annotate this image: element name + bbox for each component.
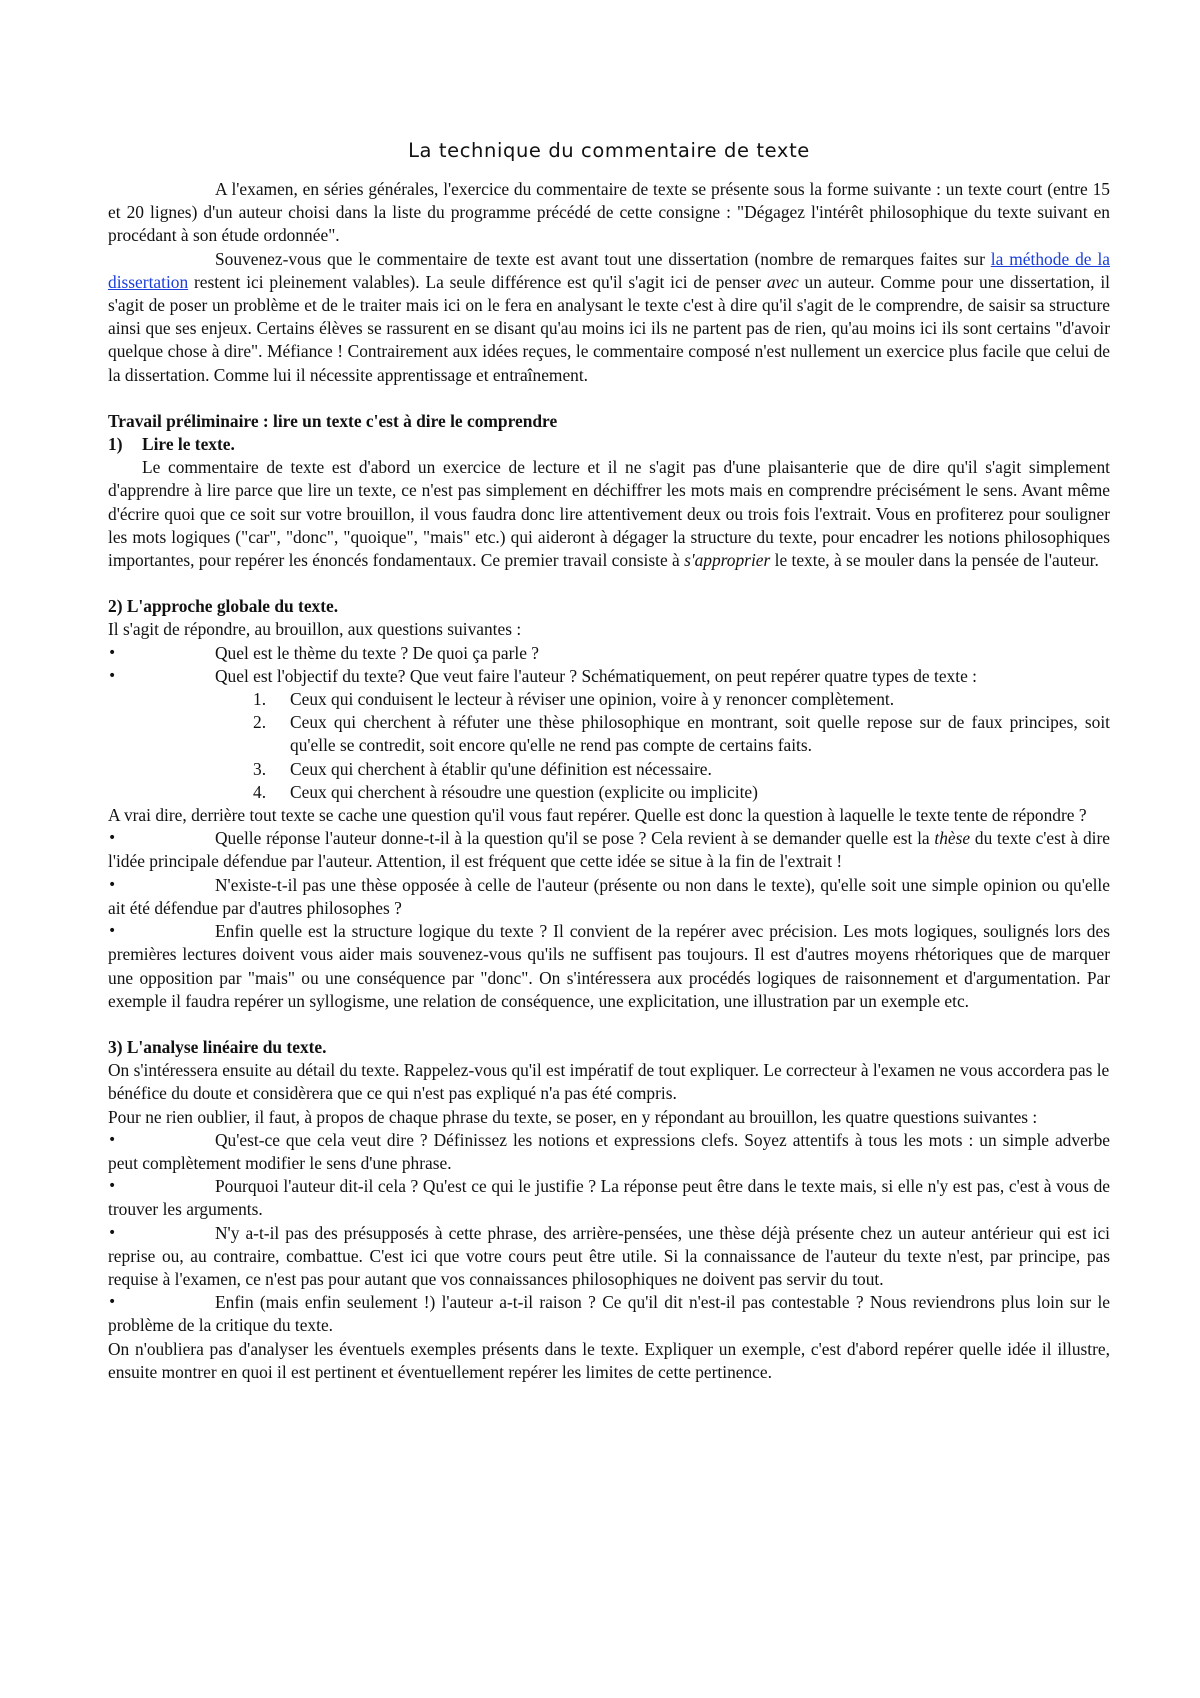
bullet-icon: • (108, 876, 117, 893)
document-page (108, 138, 1110, 1384)
lineaire-paragraph-3: On n'oubliera pas d'analyser les éventuels exemples présents dans le texte. Expliquer un exemple, c'est d'abord repérer quelle idée il illustre, ensuite montrer en quoi il est pertinent et éventuellement repérer les limites de cette pertinence. (108, 1338, 1110, 1382)
question-paragraph: A vrai dire, derrière tout texte se cache une question qu'il vous faut repérer. Quelle est donc la question à laquelle le texte tente de répondre ? (108, 805, 1087, 826)
bullet-icon: • (108, 1294, 117, 1311)
dissertation-method-link[interactable]: la méthode de la dissertation (108, 248, 1110, 292)
read-text-paragraph: Le commentaire de texte est d'abord un exercice de lecture et il ne s'agit pas d'une plaisanterie que de dire qu'il s'agit simplement d'apprendre à lire parce que lire un texte, ce n'est pas simplement en déchiffrer les mots mais en comprendre précisément le sens. Avant même d'écrire quoi que ce soit sur votre brouillon, il vous faudra donc lire attentivement deux ou trois fois l'extrait. Vous en profiterez pour souligner les mots logiques ("car", "donc", "quoique", "mais" etc.) qui aideront à dégager la structure du texte, pour encadrer les notions philosophiques importantes, pour repérer les énoncés fondamentaux. Ce premier travail consiste à s'approprier le texte, à se mouler dans la pensée de l'auteur. (108, 457, 1110, 571)
list-item: • Quel est l'objectif du texte? Que veut faire l'auteur ? Schématiquement, on peut repérer quatre types de texte : (108, 665, 1110, 688)
list-item: 3. Ceux qui cherchent à établir qu'une définition est nécessaire. (253, 758, 712, 779)
list-item: • Quel est le thème du texte ? De quoi ça parle ? (108, 642, 1110, 665)
list-item: • N'existe-t-il pas une thèse opposée à celle de l'auteur (présente ou non dans le texte), qu'elle soit une simple opinion ou qu'elle ait été défendue par d'autres philosophes ? (108, 874, 1110, 918)
bullet-icon: • (108, 644, 117, 661)
list-item: • Pourquoi l'auteur dit-il cela ? Qu'est ce qui le justifie ? La réponse peut être dans le texte mais, si elle n'y est pas, c'est à vous de trouver les arguments. (108, 1176, 1110, 1220)
bullet-icon: • (108, 1131, 117, 1148)
bullet-icon: • (108, 830, 117, 847)
text-types-list (108, 688, 1110, 804)
bullet-icon: • (108, 667, 117, 684)
bullet-icon: • (108, 1224, 117, 1241)
list-item: • N'y a-t-il pas des présupposés à cette phrase, des arrière-pensées, une thèse déjà présente chez un auteur antérieur qui est ici reprise ou, au contraire, combattue. C'est ici que votre cours peut être utile. Si la connaissance de l'auteur du texte n'est, par principe, pas requise à l'examen, ce n'est pas pour autant que vos connaissances philosophiques ne doivent pas servir du tout. (108, 1222, 1110, 1289)
list-item: 4. Ceux qui cherchent à résoudre une question (explicite ou implicite) (253, 781, 758, 802)
list-item: • Qu'est-ce que cela veut dire ? Définissez les notions et expressions clefs. Soyez attentifs à tous les mots : un simple adverbe peut complètement modifier le sens d'une phrase. (108, 1129, 1110, 1173)
list-item: • Enfin quelle est la structure logique du texte ? Il convient de la repérer avec précision. Les mots logiques, soulignés lors des premières lectures doivent vous aider mais souvenez-vous qu'ils ne suffisent pas toujours. Il est d'autres moyens rhétoriques que de marquer une opposition par "mais" ou une conséquence par "donc". On s'intéressera aux procédés logiques de raisonnement et d'argumentation. Par exemple il faudra repérer un syllogisme, une relation de conséquence, une explicitation, une illustration par un exemple etc. (108, 921, 1110, 1011)
intro-paragraph-2: Souvenez-vous que le commentaire de texte est avant tout une dissertation (nombre de remarques faites sur la méthode de la dissertation restent ici pleinement valables). La seule différence est qu'il s'agit ici de penser avec un auteur. Comme pour une dissertation, il s'agit de poser un problème et de le traiter mais ici on le fera en analysant le texte c'est à dire qu'il s'agit de le comprendre, de saisir sa structure ainsi que ses enjeux. Certains élèves se rassurent en se disant qu'au moins ici ils ne partent pas de rien, qu'au moins ici ils sont certains "d'avoir quelque chose à dire". Méfiance ! Contrairement aux idées reçues, le commentaire composé n'est nullement un exercice plus facile que celui de la dissertation. Comme lui il nécessite apprentissage et entraînement. (108, 248, 1110, 385)
document-title: La technique du commentaire de texte (408, 139, 810, 162)
intro-paragraph-1: A l'examen, en séries générales, l'exercice du commentaire de texte se présente sous la forme suivante : un texte court (entre 15 et 20 lignes) d'un auteur choisi dans la liste du programme précédé de cette consigne : "Dégagez l'intérêt philosophique du texte suivant en procédant à son étude ordonnée". (108, 179, 1110, 246)
global-intro: Il s'agit de répondre, au brouillon, aux questions suivantes : (108, 619, 522, 640)
lineaire-paragraph-2: Pour ne rien oublier, il faut, à propos de chaque phrase du texte, se poser, en y répondant au brouillon, les quatre questions suivantes : (108, 1106, 1038, 1127)
list-item: 1. Ceux qui conduisent le lecteur à réviser une opinion, voire à y renoncer complètement. (253, 689, 895, 710)
list-item: • Quelle réponse l'auteur donne-t-il à la question qu'il se pose ? Cela revient à se demander quelle est la thèse du texte c'est à dire l'idée principale défendue par l'auteur. Attention, il est fréquent que cette idée se situe à la fin de l'extrait ! (108, 828, 1110, 872)
subsection-heading-read: 1) Lire le texte. (108, 434, 235, 455)
section-heading-lineaire: 3) L'analyse linéaire du texte. (108, 1036, 327, 1057)
section-heading-prelim: Travail préliminaire : lire un texte c'est à dire le comprendre (108, 410, 558, 431)
bullet-icon: • (108, 923, 117, 940)
list-item: • Enfin (mais enfin seulement !) l'auteur a-t-il raison ? Ce qu'il dit n'est-il pas contestable ? Nous reviendrons plus loin sur le problème de la critique du texte. (108, 1292, 1110, 1336)
lineaire-paragraph-1: On s'intéressera ensuite au détail du texte. Rappelez-vous qu'il est impératif de tout expliquer. Le correcteur à l'examen ne vous accordera pas le bénéfice du doute et considèrera que ce qui n'est pas expliqué n'a pas été compris. (108, 1060, 1110, 1104)
section-heading-global: 2) L'approche globale du texte. (108, 596, 339, 617)
bullet-icon: • (108, 1178, 117, 1195)
list-item: 2. Ceux qui cherchent à réfuter une thèse philosophique en montrant, soit quelle repose sur de faux principes, soit qu'elle se contredit, soit encore qu'elle ne rend pas compte de certains faits. (253, 712, 1110, 756)
